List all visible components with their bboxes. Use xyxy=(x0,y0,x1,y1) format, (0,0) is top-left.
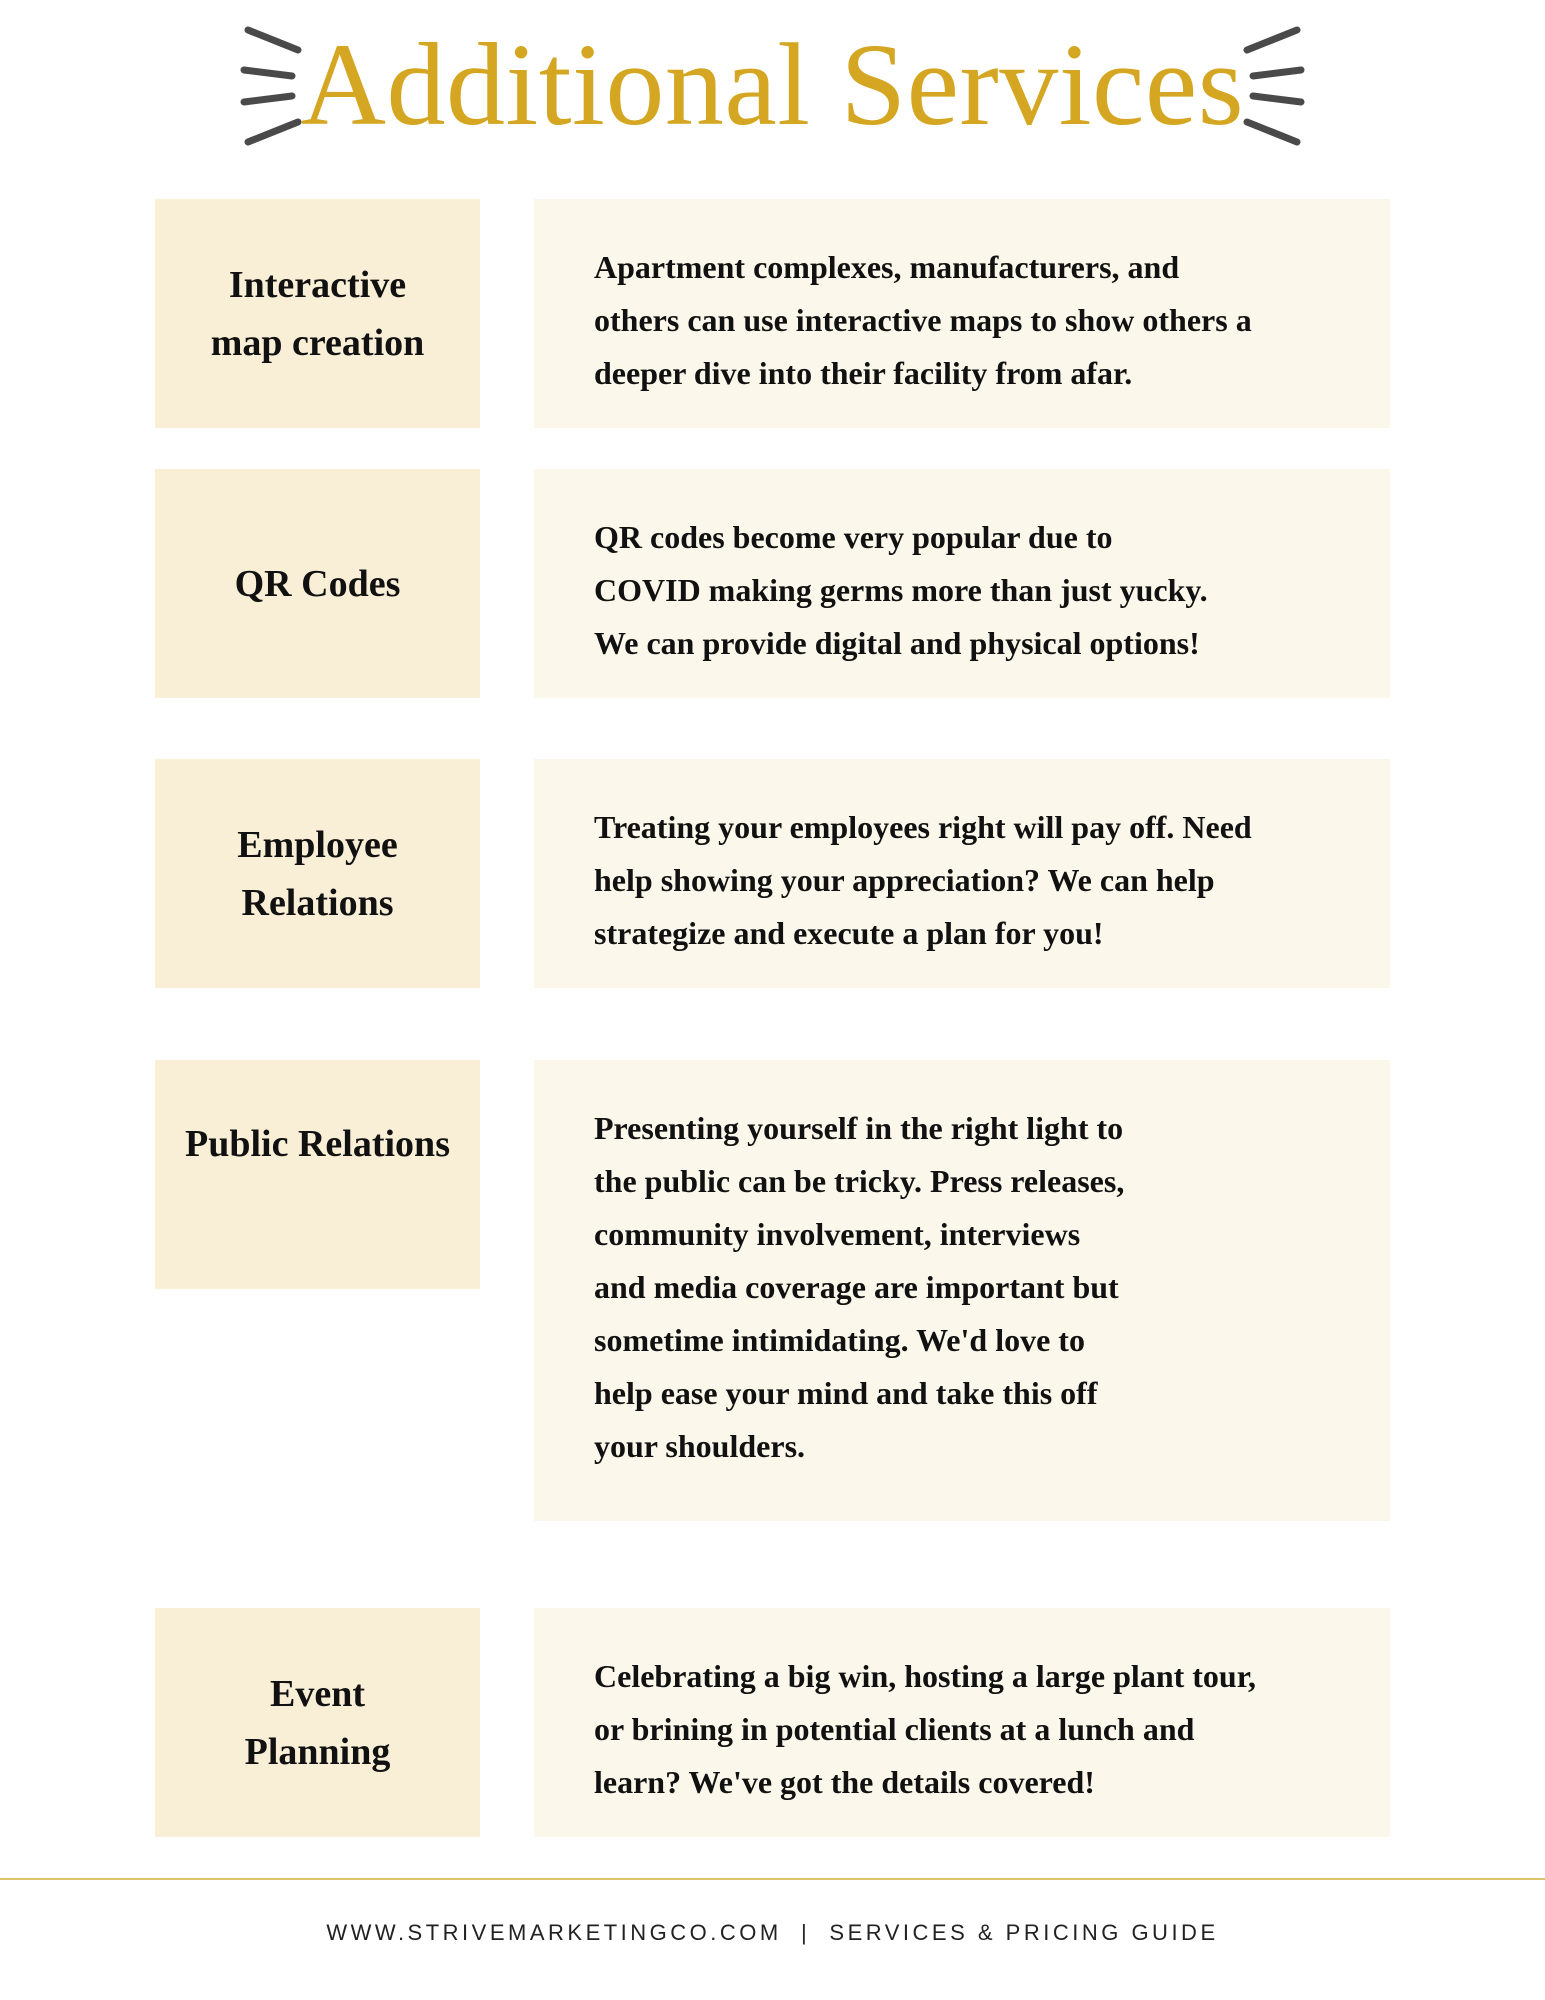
service-label: QR Codes xyxy=(234,562,401,605)
service-description: QR codes become very popular due to COVID making germs more than just yucky. We can provide digital and physical options! xyxy=(594,519,1208,661)
service-description-box xyxy=(534,469,1390,698)
service-label-box xyxy=(155,469,480,698)
service-description: Presenting yourself in the right light to the public can be tricky. Press releases, community involvement, interviews and media coverage are important but sometime intimidating. We'd love to help ease your mind and take this off your shoulders. xyxy=(594,1110,1125,1464)
service-label: Event Planning xyxy=(244,1672,391,1773)
footer-text: WWW.STRIVEMARKETINGCO.COM | SERVICES & PRICING GUIDE xyxy=(326,1920,1219,1945)
service-label: Interactive map creation xyxy=(210,263,425,364)
sparkle-burst-right-icon xyxy=(1225,18,1305,158)
service-description: Celebrating a big win, hosting a large plant tour, or brining in potential clients at a lunch and learn? We've got the details covered! xyxy=(594,1658,1256,1800)
service-description-box xyxy=(534,1060,1390,1521)
service-description-box xyxy=(534,1608,1390,1837)
service-label: Employee Relations xyxy=(237,823,398,924)
footer-divider xyxy=(0,1878,1545,1880)
service-description: Treating your employees right will pay off. Need help showing your appreciation? We can help strategize and execute a plan for you! xyxy=(594,809,1252,951)
service-label-box xyxy=(155,199,480,428)
service-label-box xyxy=(155,1060,480,1289)
page-header xyxy=(0,0,1545,170)
service-description-box xyxy=(534,759,1390,988)
service-description: Apartment complexes, manufacturers, and others can use interactive maps to show others a deeper dive into their facility from afar. xyxy=(594,249,1252,391)
service-description-box xyxy=(534,199,1390,428)
page-title: Additional Services xyxy=(300,19,1245,150)
service-label-box xyxy=(155,1608,480,1837)
service-label-box xyxy=(155,759,480,988)
service-label: Public Relations xyxy=(185,1123,450,1165)
